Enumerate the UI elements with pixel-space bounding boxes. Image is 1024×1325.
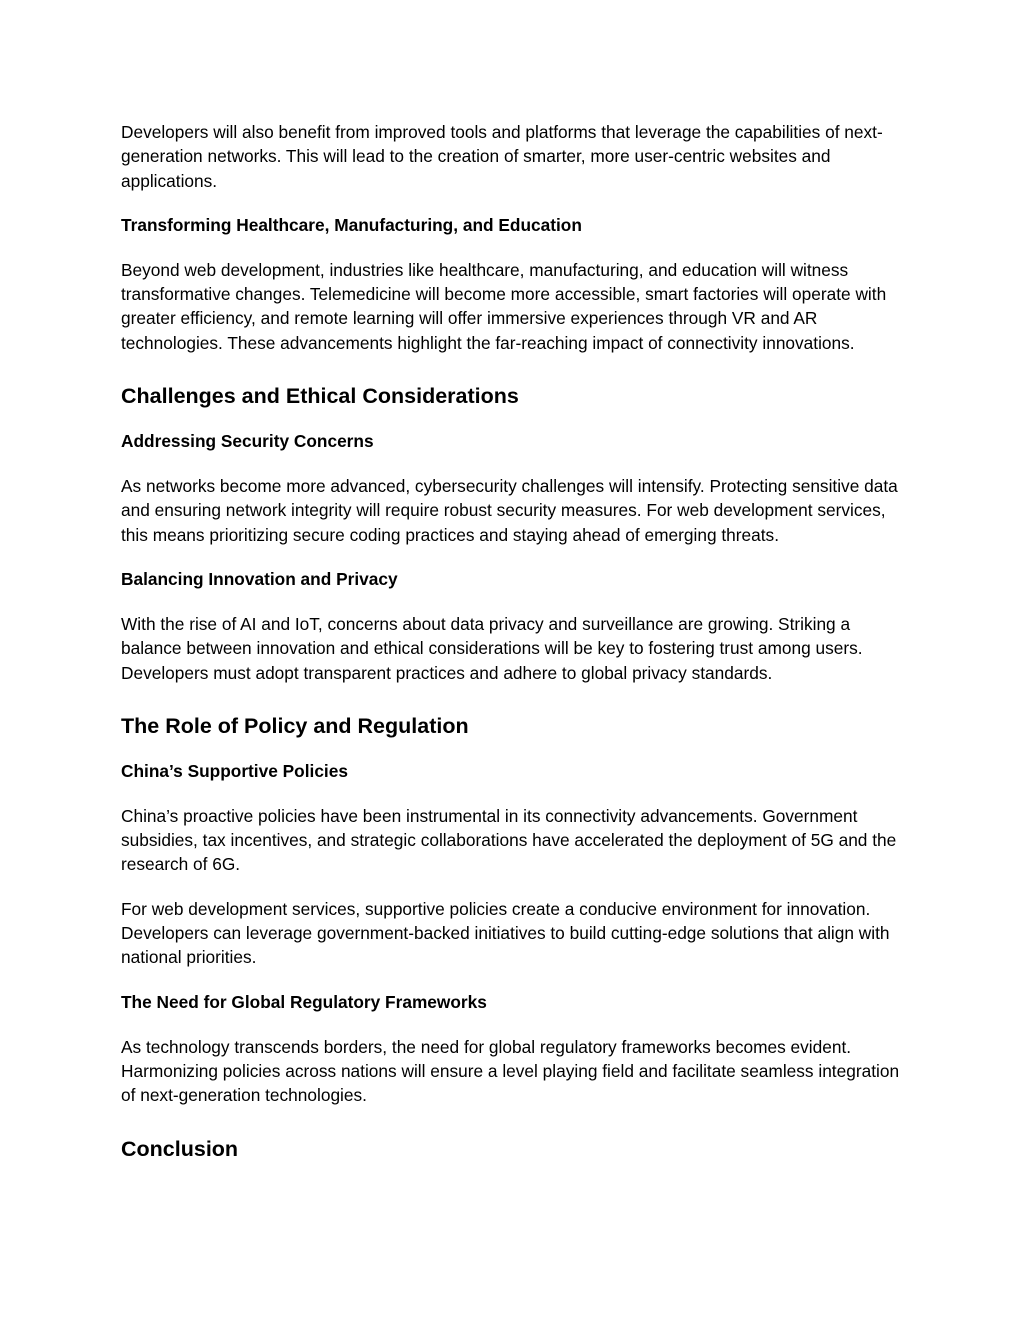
paragraph-supportive-policies: For web development services, supportive policies create a conducive environment for innovation. Developers can leverage government-backed initiatives to build cutting-edge solutions that align with national priorities.: [121, 898, 890, 968]
paragraph-developers-benefit: Developers will also benefit from improved tools and platforms that leverage the capabilities of next-generation networks. This will lead to the creation of smarter, more user-centric websites and applications.: [121, 122, 883, 191]
subheading-transforming-industries: Transforming Healthcare, Manufacturing, and Education: [121, 214, 582, 235]
paragraph-china-proactive: China’s proactive policies have been instrumental in its connectivity advancements. Government subsidies, tax incentives, and strategic collaborations have accelerated the deployment of 5G and the research of 6G.: [121, 805, 897, 875]
paragraph-beyond-web-development: Beyond web development, industries like healthcare, manufacturing, and education will witness transformative changes. Telemedicine will become more accessible, smart factories will operate with greater efficiency, and remote learning will offer immersive experiences through VR and AR technologies. These advancements highlight the far-reaching impact of connectivity innovations.: [121, 259, 887, 353]
paragraph-transcends-borders: As technology transcends borders, the need for global regulatory frameworks becomes evident. Harmonizing policies across nations will ensure a level playing field and facilitate seamless integration of next-generation technologies.: [121, 1036, 900, 1106]
heading-policy-regulation: The Role of Policy and Regulation: [121, 713, 469, 738]
subheading-china-policies: China’s Supportive Policies: [121, 760, 348, 781]
heading-conclusion: Conclusion: [121, 1136, 239, 1161]
paragraph-cybersecurity: As networks become more advanced, cybersecurity challenges will intensify. Protecting sensitive data and ensuring network integrity will require robust security measures. For web development services, this means prioritizing secure coding practices and staying ahead of emerging threats.: [121, 476, 898, 545]
subheading-security-concerns: Addressing Security Concerns: [121, 431, 374, 452]
heading-challenges-ethical: Challenges and Ethical Considerations: [121, 384, 519, 409]
paragraph-ai-iot-privacy: With the rise of AI and IoT, concerns about data privacy and surveillance are growing. Striking a balance between innovation and ethical considerations will be key to fostering trust among users. Developers must adopt transparent practices and adhere to global privacy standards.: [121, 613, 863, 683]
subheading-global-frameworks: The Need for Global Regulatory Frameworks: [121, 991, 487, 1012]
subheading-innovation-privacy: Balancing Innovation and Privacy: [121, 568, 398, 589]
document-page: [121, 120, 911, 1163]
